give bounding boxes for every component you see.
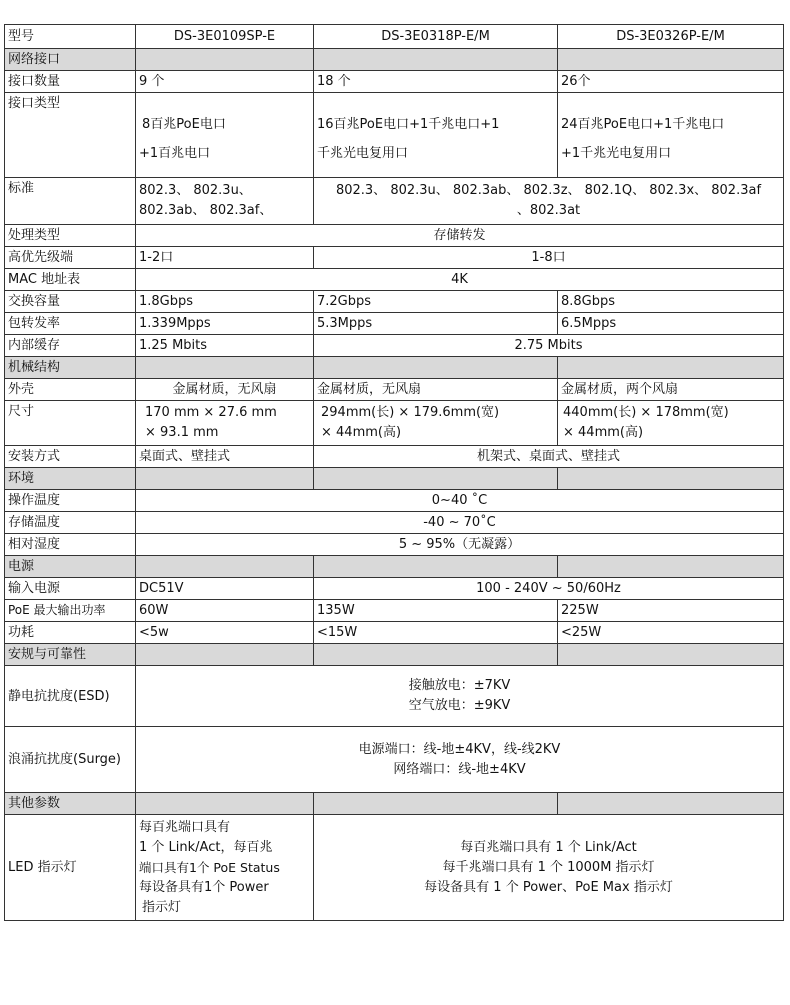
cell: 4K [136,269,784,291]
cell: 每百兆端口具有 1 个 Link/Act 每千兆端口具有 1 个 1000M 指示灯 每设备具有 1 个 Power、PoE Max 指示灯 [314,815,784,921]
cell: 2.75 Mbits [314,335,784,357]
cell: 1.339Mpps [136,313,314,335]
cell: 5 ~ 95%（无凝露） [136,534,784,556]
section-other [5,793,784,815]
row-label: 操作温度 [5,490,136,512]
cell: 7.2Gbps [314,291,558,313]
section-power [5,556,784,578]
row-label: 处理类型 [5,225,136,247]
cell: 16百兆PoE电口+1千兆电口+1 千兆光电复用口 [314,93,558,178]
cell: 802.3、 802.3u、 802.3ab、 802.3z、 802.1Q、 802.3x、 802.3af 、802.3at [314,178,784,225]
table-row [5,490,784,512]
table-row [5,93,784,178]
table-row [5,512,784,534]
row-label: 尺寸 [5,401,136,446]
row-label: 相对湿度 [5,534,136,556]
row-label: 交换容量 [5,291,136,313]
row-label: 标准 [5,178,136,225]
cell: 135W [314,600,558,622]
row-label: 接口类型 [5,93,136,178]
cell: 桌面式、壁挂式 [136,446,314,468]
table-row [5,622,784,644]
row-label: 存储温度 [5,512,136,534]
cell: 170 mm × 27.6 mm × 93.1 mm [136,401,314,446]
row-label: 内部缓存 [5,335,136,357]
cell: 金属材质，两个风扇 [558,379,784,401]
section-safety [5,644,784,666]
cell: DC51V [136,578,314,600]
table-row [5,727,784,793]
table-row [5,225,784,247]
table-row [5,313,784,335]
table-row [5,247,784,269]
table-row [5,71,784,93]
cell: 金属材质，无风扇 [136,379,314,401]
table-row [5,291,784,313]
row-label: 接口数量 [5,71,136,93]
cell: 9 个 [136,71,314,93]
table-row [5,335,784,357]
cell: 金属材质，无风扇 [314,379,558,401]
row-label: 高优先级端 [5,247,136,269]
cell: 机架式、桌面式、壁挂式 [314,446,784,468]
table-row [5,600,784,622]
row-label: 包转发率 [5,313,136,335]
cell: 1.25 Mbits [136,335,314,357]
cell: 440mm(长) × 178mm(宽) × 44mm(高) [558,401,784,446]
section-title: 安规与可靠性 [5,644,136,666]
cell: 1-2口 [136,247,314,269]
row-label: 静电抗扰度(ESD) [5,666,136,727]
section-mechanical [5,357,784,379]
cell: 接触放电：±7KV 空气放电：±9KV [136,666,784,727]
section-title: 网络接口 [5,49,136,71]
row-label: 外壳 [5,379,136,401]
cell: 802.3、 802.3u、 802.3ab、 802.3af、 [136,178,314,225]
table-row [5,446,784,468]
cell: 1.8Gbps [136,291,314,313]
table-row [5,815,784,921]
cell: 18 个 [314,71,558,93]
table-row [5,178,784,225]
cell: 8百兆PoE电口 +1百兆电口 [136,93,314,178]
cell: -40 ~ 70˚C [136,512,784,534]
row-label: 输入电源 [5,578,136,600]
cell: 24百兆PoE电口+1千兆电口 +1千兆光电复用口 [558,93,784,178]
model-2: DS-3E0318P-E/M [314,25,558,49]
section-network [5,49,784,71]
cell: <15W [314,622,558,644]
section-title: 其他参数 [5,793,136,815]
cell: 26个 [558,71,784,93]
cell: 8.8Gbps [558,291,784,313]
table-row [5,578,784,600]
table-header-row [5,25,784,49]
cell: <25W [558,622,784,644]
section-title: 电源 [5,556,136,578]
row-label: LED 指示灯 [5,815,136,921]
row-label: 浪涌抗扰度(Surge) [5,727,136,793]
section-title: 环境 [5,468,136,490]
model-1: DS-3E0109SP-E [136,25,314,49]
row-label: MAC 地址表 [5,269,136,291]
cell: 100 - 240V ~ 50/60Hz [314,578,784,600]
row-label: PoE 最大输出功率 [5,600,136,622]
spec-table [4,24,784,921]
cell: 1-8口 [314,247,784,269]
table-row [5,401,784,446]
cell: 每百兆端口具有 1 个 Link/Act，每百兆 端口具有1个 PoE Status 每设备具有1个 Power 指示灯 [136,815,314,921]
row-label: 功耗 [5,622,136,644]
cell: 5.3Mpps [314,313,558,335]
cell: <5w [136,622,314,644]
cell: 存储转发 [136,225,784,247]
cell: 60W [136,600,314,622]
table-row [5,534,784,556]
cell: 0~40 ˚C [136,490,784,512]
cell: 6.5Mpps [558,313,784,335]
row-label: 安装方式 [5,446,136,468]
table-row [5,379,784,401]
cell: 电源端口：线-地±4KV，线-线2KV 网络端口：线-地±4KV [136,727,784,793]
header-label: 型号 [5,25,136,49]
table-row [5,269,784,291]
section-title: 机械结构 [5,357,136,379]
cell: 294mm(长) × 179.6mm(宽) × 44mm(高) [314,401,558,446]
table-row [5,666,784,727]
cell: 225W [558,600,784,622]
model-3: DS-3E0326P-E/M [558,25,784,49]
section-environment [5,468,784,490]
